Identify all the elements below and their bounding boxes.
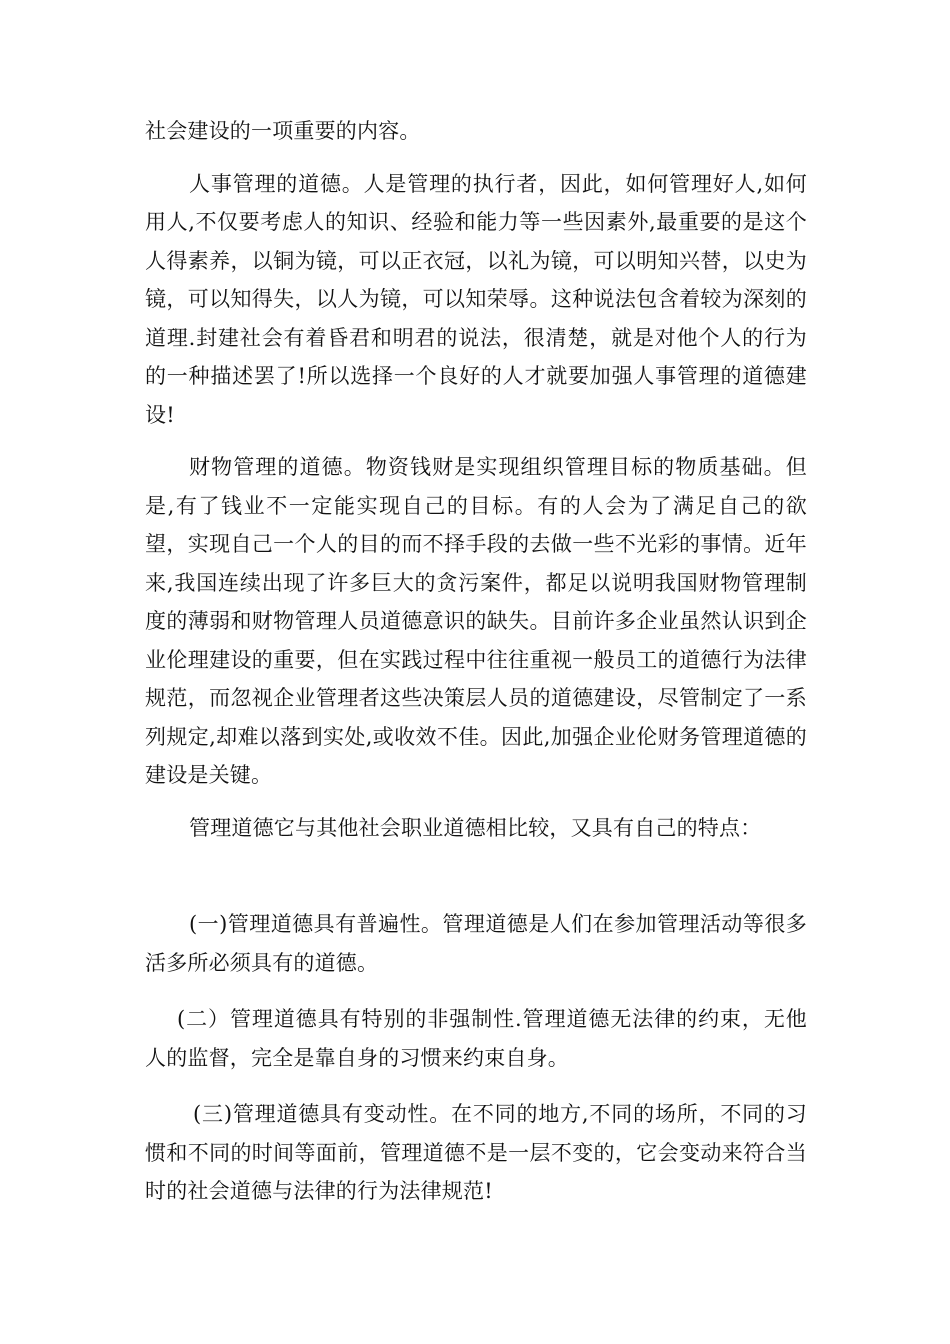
paragraph-financial-ethics: 财物管理的道德。物资钱财是实现组织管理目标的物质基础。但是,有了钱业不一定能实现自己的目标。有的人会为了满足自己的欲望，实现自己一个人的目的而不择手段的去做一些不光彩的事情。近年来,我国连续出现了许多巨大的贪污案件，都足以说明我国财物管理制度的薄弱和财物管理人员道德意识的缺失。目前许多企业虽然认识到企业伦理建设的重要，但在实践过程中往往重视一般员工的道德行为法律规范，而忽视企业管理者这些决策层人员的道德建设，尽管制定了一系列规定,却难以落到实处,或收效不佳。因此,加强企业伦财务管理道德的建设是关键。 — [145, 455, 807, 787]
paragraph-characteristic-3: (三)管理道德具有变动性。在不同的地方,不同的场所，不同的习惯和不同的时间等面前，管理道德不是一层不变的，它会变动来符合当时的社会道德与法律的行为法律规范! — [145, 1102, 807, 1203]
paragraph-characteristic-1: (一)管理道德具有普遍性。管理道德是人们在参加管理活动等很多活多所必须具有的道德。 — [145, 912, 807, 975]
paragraph-characteristic-2: (二）管理道德具有特别的非强制性.管理道德无法律的约束，无他人的监督，完全是靠自身的习惯来约束自身。 — [145, 1007, 807, 1070]
paragraph-characteristics-intro: 管理道德它与其他社会职业道德相比较，又具有自己的特点： — [189, 815, 762, 840]
paragraph-personnel-ethics: 人事管理的道德。人是管理的执行者，因此，如何管理好人,如何用人,不仅要考虑人的知识、经验和能力等一些因素外,最重要的是这个人得素养，以铜为镜，可以正衣冠，以礼为镜，可以明知兴替，以史为镜，可以知得失，以人为镜，可以知荣辱。这种说法包含着较为深刻的道理.封建社会有着昏君和明君的说法，很清楚，就是对他个人的行为的一种描述罢了!所以选择一个良好的人才就要加强人事管理的道德建设! — [145, 171, 807, 427]
paragraph-continuation: 社会建设的一项重要的内容。 — [145, 119, 421, 143]
document-page — [145, 112, 807, 1212]
